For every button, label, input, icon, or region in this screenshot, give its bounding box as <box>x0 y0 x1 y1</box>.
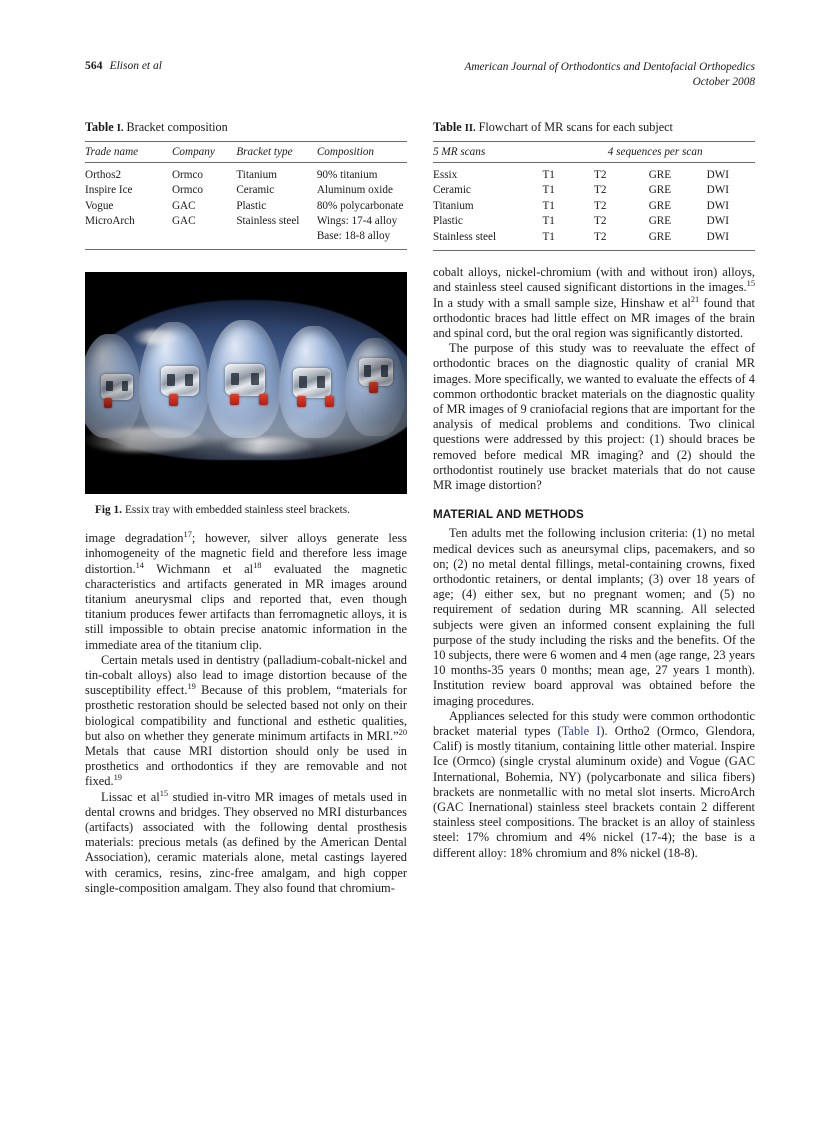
right-column-body <box>433 265 755 861</box>
essix-tray-photo <box>85 300 407 460</box>
table-one-cross-reference[interactable]: Table I <box>561 723 601 738</box>
table-row <box>85 183 407 198</box>
table-row <box>433 214 755 229</box>
cell-company: Ormco <box>171 184 204 197</box>
text-run: Appliances selected for this study were common orthodontic bracket material types ( <box>433 708 755 738</box>
cell-sequence: DWI <box>706 215 730 228</box>
table-row <box>85 214 407 229</box>
cell-company: Ormco <box>171 169 204 181</box>
cell-composition: Aluminum oxide <box>316 184 393 197</box>
cell-sequence: T1 <box>542 184 555 197</box>
red-ligature-tie <box>104 398 112 408</box>
table-one-col-company: Company <box>172 142 236 163</box>
orthodontic-bracket <box>293 368 331 398</box>
table-one <box>85 141 407 250</box>
running-head-authors: Elison et al <box>109 60 162 72</box>
table-two-col-scans: 5 MR scans <box>433 142 542 163</box>
cell-bracket-type: Plastic <box>236 199 267 212</box>
reference-superscript: 18 <box>253 560 262 570</box>
cell-trade-name: Vogue <box>85 199 114 212</box>
text-run: Certain metals used in dentistry (palladium-cobalt-nickel and tin-cobalt alloys) also lead to image distortion because of the susceptibility effect. <box>85 652 407 698</box>
reference-superscript: 21 <box>690 294 700 304</box>
journal-title: American Journal of Orthodontics and Dentofacial Orthopedics <box>464 61 755 73</box>
cell-sequence: T2 <box>593 230 607 243</box>
page-number: 564 <box>85 60 103 72</box>
red-ligature-tie <box>369 382 378 393</box>
cell-trade-name <box>85 230 172 250</box>
cell-bracket-type: Titanium <box>236 169 277 181</box>
table-one-title-text: Bracket composition <box>126 120 228 134</box>
red-ligature-tie <box>230 394 239 405</box>
running-head-right <box>464 60 755 90</box>
red-ligature-tie <box>169 394 178 406</box>
table-two-title-text: Flowchart of MR scans for each subject <box>478 120 673 134</box>
figure-one-caption <box>85 503 407 517</box>
text-run: Lissac et al <box>101 789 160 804</box>
reference-superscript: 14 <box>135 560 144 570</box>
table-two-col-sequences: 4 sequences per scan <box>542 142 755 163</box>
cell-bracket-type: Ceramic <box>236 184 275 197</box>
table-two <box>433 141 755 251</box>
reference-superscript: 20 <box>398 727 407 737</box>
reference-superscript: 15 <box>159 788 169 798</box>
running-head <box>85 60 755 96</box>
cell-company: GAC <box>171 215 196 228</box>
cell-sequence: DWI <box>706 184 730 197</box>
cell-sequence: T1 <box>542 199 555 212</box>
paragraph-image-degradation <box>85 531 407 653</box>
cell-bracket-type: Stainless steel <box>236 215 300 228</box>
cell-sequence: T2 <box>593 169 607 181</box>
reference-superscript: 17 <box>183 530 192 540</box>
red-ligature-tie <box>325 396 334 407</box>
text-run: Because of this problem, “materials for prosthetic restoration should be selected based not only on their biological compatibility and functional and esthetic qualities, but also on whether they generate minimum artifacts in MRI.” <box>85 683 407 743</box>
reference-superscript: 15 <box>746 279 755 289</box>
cell-sequence: T2 <box>593 215 607 228</box>
reference-superscript: 19 <box>187 682 196 692</box>
red-ligature-tie <box>297 396 306 407</box>
table-one-block <box>85 120 407 250</box>
paragraph-certain-metals <box>85 653 407 790</box>
figure-one-image <box>85 272 407 494</box>
paragraph-cobalt-alloys <box>433 265 755 341</box>
text-run: Wichmann et al <box>143 561 254 576</box>
cell-sequence: DWI <box>706 169 730 181</box>
cell-sequence: T1 <box>542 230 555 243</box>
text-run: studied in-vitro MR images of metals used in dental crowns and bridges. They observed no MRI disturbances (artifacts) associated with the following dental prosthesis materials: precious metals (as defined by the American Dental Association), ceramic materials alone, metal castings layered with ceramics, resins, zinc-free amalgam, and high copper single-composition amalgam. They also found that chromium- <box>85 789 407 895</box>
table-one-label: Table I. <box>85 120 124 134</box>
cell-sequence: DWI <box>706 199 730 212</box>
right-column <box>433 120 755 861</box>
table-row <box>433 183 755 198</box>
cell-sequence: GRE <box>648 169 672 181</box>
text-run: Metals that cause MRI distortion should only be used in prosthetics and orthodontics if they are removable and not fixed. <box>85 744 407 789</box>
cell-scan-name: Essix <box>433 169 458 181</box>
red-ligature-tie <box>259 394 268 405</box>
table-two-header-row <box>433 142 755 163</box>
table-row <box>433 230 755 251</box>
journal-page <box>85 0 755 1122</box>
text-run: ). Ortho2 (Ormco, Glendora, Calif) is mostly titanium, containing little other material. Inspire Ice (Ormco) (single crystal aluminum oxide) and Vogue (GAC International, Bohemia, NY) (polycarbonate and silica fibers) brackets are nonmetallic with no metal slot inserts. MicroArch (GAC Inernational) stainless steel brackets contain 2 different stainless steel compositions. The bracket is an alloy of stainless steel: 17% chromium and 4% nickel (17-4); the base is a different alloy: 18% chromium and 8% nickel (18-8). <box>433 723 756 860</box>
table-two-block <box>433 120 755 251</box>
left-column-body <box>85 531 407 896</box>
cell-sequence: GRE <box>648 184 672 197</box>
table-row <box>433 199 755 214</box>
cell-sequence: T1 <box>542 169 555 181</box>
table-one-col-bracket-type: Bracket type <box>236 142 317 163</box>
table-row-continuation <box>85 230 407 250</box>
cell-sequence: DWI <box>706 230 730 243</box>
cell-sequence: T1 <box>542 215 555 228</box>
text-run: ; however, silver alloys generate less inhomogeneity of the magnetic field and therefore less image distortion. <box>85 531 407 576</box>
cell-scan-name: Stainless steel <box>433 230 497 243</box>
cell-sequence: GRE <box>648 215 672 228</box>
paragraph-purpose: The purpose of this study was to reevaluate the effect of orthodontic braces on the diagnostic quality of cranial MR images. More specifically, we wanted to evaluate the effects of 4 common orthodontic bracket materials on the diagnostic quality of MR images of 9 craniofacial regions that are important for the analysis of medical problems and conditions. Two clinical questions were addressed by this project: (1) should braces be removed before medical MR imaging? and (2) should the orthodontist routinely use bracket materials that do not cause MR image distortion? <box>433 341 755 492</box>
text-run: evaluated the magnetic characteristics and artifacts generated in MR images around titanium aneurysmal clips and reported that, even though titanium produces fewer artifacts than ferromagnetic alloys, it is still impossible to obtain precise anatomic information in the immediate area of the titanium clip. <box>85 561 407 652</box>
cell-scan-name: Plastic <box>433 215 463 228</box>
table-row <box>85 163 407 184</box>
cell-sequence: GRE <box>648 230 672 243</box>
paragraph-appliances <box>433 709 755 861</box>
cell-trade-name: Orthos2 <box>85 169 122 181</box>
issue-date: October 2008 <box>692 76 755 88</box>
figure-one <box>85 272 407 517</box>
table-row <box>433 163 755 184</box>
cell-composition: 80% polycarbonate <box>316 199 404 212</box>
table-one-title <box>85 120 407 136</box>
cell-composition: Wings: 17-4 alloy <box>316 215 398 228</box>
orthodontic-bracket <box>101 374 133 400</box>
text-run: found that orthodontic braces had little effect on MR images of the brain and spinal cord, but the oral region was significantly distorted. <box>433 295 755 340</box>
reference-superscript: 19 <box>113 773 122 783</box>
paragraph-inclusion-criteria: Ten adults met the following inclusion criteria: (1) no metal medical devices such as aneursymal clips, pacemakers, and so on; (2) no metal dental fillings, metal-containing crowns, fixed orthodontic retainers, or dental implants; (3) over 18 years of age; (4) either sex, but no pregnant women; and (5) no requirement of sedation during MR scanning. All selected subjects were given an informed consent explaining the full purpose of the study including the risks and the benefits. Of the 10 subjects, there were 6 women and 4 men (age range, 23 years 10 months-35 years 0 months; mean age, 27 years 1 month). Institution review board approval was obtained before the imaging procedures. <box>433 526 755 708</box>
cell-scan-name: Ceramic <box>433 184 471 197</box>
cell-bracket-type <box>236 230 317 250</box>
section-heading-material-and-methods: MATERIAL AND METHODS <box>433 508 584 522</box>
table-one-col-composition: Composition <box>317 142 407 163</box>
cell-sequence: GRE <box>648 199 672 212</box>
cell-sequence: T2 <box>593 184 607 197</box>
cell-composition: 90% titanium <box>316 169 378 181</box>
text-run: image degradation <box>85 531 184 546</box>
text-run: cobalt alloys, nickel-chromium (with and without iron) alloys, and stainless steel caused significant distortions in the images. <box>433 265 755 295</box>
cell-trade-name: Inspire Ice <box>85 184 133 197</box>
cell-trade-name: MicroArch <box>85 215 135 228</box>
table-one-col-trade-name: Trade name <box>85 142 172 163</box>
orthodontic-bracket <box>225 364 265 396</box>
cell-sequence: T2 <box>593 199 607 212</box>
figure-one-label: Fig 1. <box>95 504 122 517</box>
paragraph-lissac <box>85 790 407 896</box>
cell-company <box>172 230 236 250</box>
cell-scan-name: Titanium <box>433 199 474 212</box>
table-two-title <box>433 120 755 136</box>
cell-composition: Base: 18-8 alloy <box>316 229 391 242</box>
figure-one-caption-text: Essix tray with embedded stainless steel brackets. <box>125 504 350 517</box>
table-row <box>85 199 407 214</box>
cell-company: GAC <box>171 199 196 212</box>
left-column <box>85 120 407 896</box>
table-one-header-row <box>85 142 407 163</box>
text-run: In a study with a small sample size, Hinshaw et al <box>433 295 691 310</box>
orthodontic-bracket <box>161 366 199 396</box>
table-two-label: Table II. <box>433 120 476 134</box>
running-head-left <box>85 60 162 72</box>
